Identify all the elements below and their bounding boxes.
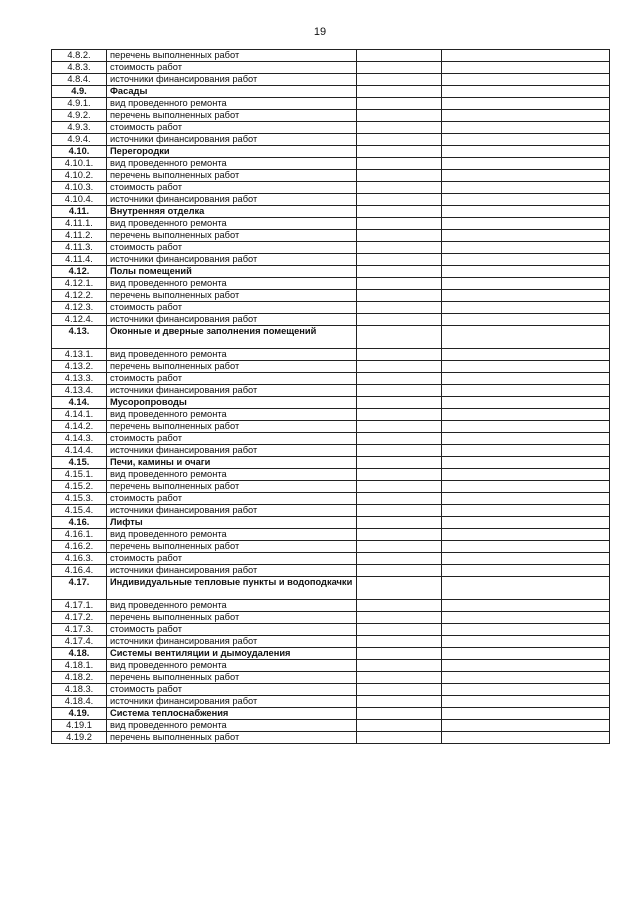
note-cell [442,349,610,361]
note-cell [442,146,610,158]
value-cell [357,206,442,218]
value-cell [357,158,442,170]
table-row [52,565,610,577]
item-label: перечень выполненных работ [107,290,357,302]
section-row [52,517,610,529]
item-label: источники финансирования работ [107,565,357,577]
item-label: стоимость работ [107,373,357,385]
item-number: 4.18.4. [52,696,107,708]
table-row [52,385,610,397]
note-cell [442,122,610,134]
item-number: 4.12.3. [52,302,107,314]
note-cell [442,720,610,732]
value-cell [357,86,442,98]
table-row [52,302,610,314]
item-label: источники финансирования работ [107,254,357,266]
section-title: Печи, камины и очаги [107,457,357,469]
note-cell [442,242,610,254]
item-label: источники финансирования работ [107,445,357,457]
section-row [52,457,610,469]
note-cell [442,493,610,505]
note-cell [442,577,610,600]
note-cell [442,361,610,373]
value-cell [357,98,442,110]
table-row [52,696,610,708]
item-number: 4.19.2 [52,732,107,744]
note-cell [442,230,610,242]
item-number: 4.18.2. [52,672,107,684]
section-row [52,326,610,349]
item-number: 4.13.2. [52,361,107,373]
item-label: вид проведенного ремонта [107,98,357,110]
table-row [52,134,610,146]
table-row [52,469,610,481]
item-number: 4.18.3. [52,684,107,696]
note-cell [442,612,610,624]
note-cell [442,373,610,385]
item-label: вид проведенного ремонта [107,409,357,421]
note-cell [442,86,610,98]
item-label: источники финансирования работ [107,74,357,86]
value-cell [357,696,442,708]
value-cell [357,385,442,397]
item-label: перечень выполненных работ [107,672,357,684]
item-number: 4.18. [52,648,107,660]
table-body [52,50,610,744]
value-cell [357,302,442,314]
note-cell [442,505,610,517]
table-row [52,349,610,361]
table-row [52,600,610,612]
value-cell [357,278,442,290]
note-cell [442,170,610,182]
repair-info-table [51,49,610,744]
note-cell [442,254,610,266]
value-cell [357,314,442,326]
section-row [52,266,610,278]
table-row [52,529,610,541]
value-cell [357,182,442,194]
note-cell [442,541,610,553]
table-row [52,409,610,421]
note-cell [442,266,610,278]
table-row [52,98,610,110]
value-cell [357,170,442,182]
table-row [52,612,610,624]
item-number: 4.15.1. [52,469,107,481]
item-number: 4.16. [52,517,107,529]
table-row [52,278,610,290]
note-cell [442,50,610,62]
value-cell [357,445,442,457]
value-cell [357,373,442,385]
item-label: источники финансирования работ [107,134,357,146]
note-cell [442,326,610,349]
value-cell [357,636,442,648]
value-cell [357,242,442,254]
table-row [52,62,610,74]
value-cell [357,397,442,409]
value-cell [357,433,442,445]
item-number: 4.8.4. [52,74,107,86]
table-row [52,636,610,648]
item-label: перечень выполненных работ [107,421,357,433]
value-cell [357,660,442,672]
item-label: вид проведенного ремонта [107,469,357,481]
value-cell [357,326,442,349]
value-cell [357,577,442,600]
item-number: 4.15.4. [52,505,107,517]
table-row [52,553,610,565]
item-label: перечень выполненных работ [107,541,357,553]
item-number: 4.9. [52,86,107,98]
note-cell [442,732,610,744]
table-row [52,493,610,505]
item-label: вид проведенного ремонта [107,349,357,361]
item-label: перечень выполненных работ [107,110,357,122]
table-row [52,421,610,433]
section-row [52,648,610,660]
item-label: перечень выполненных работ [107,732,357,744]
note-cell [442,194,610,206]
value-cell [357,553,442,565]
item-label: стоимость работ [107,684,357,696]
table-row [52,373,610,385]
section-row [52,206,610,218]
value-cell [357,624,442,636]
item-label: перечень выполненных работ [107,612,357,624]
value-cell [357,409,442,421]
item-label: вид проведенного ремонта [107,529,357,541]
item-number: 4.8.3. [52,62,107,74]
item-number: 4.11. [52,206,107,218]
item-label: стоимость работ [107,433,357,445]
section-row [52,577,610,600]
item-number: 4.11.4. [52,254,107,266]
note-cell [442,409,610,421]
note-cell [442,302,610,314]
item-label: вид проведенного ремонта [107,278,357,290]
item-number: 4.16.1. [52,529,107,541]
note-cell [442,457,610,469]
item-number: 4.13.4. [52,385,107,397]
value-cell [357,230,442,242]
table-row [52,732,610,744]
note-cell [442,397,610,409]
page-number: 19 [313,26,327,38]
section-title: Системы вентиляции и дымоудаления [107,648,357,660]
table-row [52,314,610,326]
value-cell [357,481,442,493]
item-number: 4.14.4. [52,445,107,457]
item-number: 4.10.1. [52,158,107,170]
table-row [52,194,610,206]
item-number: 4.9.1. [52,98,107,110]
section-title: Оконные и дверные заполнения помещений [107,326,357,349]
note-cell [442,600,610,612]
table-row [52,720,610,732]
section-title: Внутренняя отделка [107,206,357,218]
value-cell [357,290,442,302]
value-cell [357,421,442,433]
section-title: Индивидуальные тепловые пункты и водоподкачки [107,577,357,600]
note-cell [442,696,610,708]
item-number: 4.9.2. [52,110,107,122]
item-number: 4.12.4. [52,314,107,326]
item-label: перечень выполненных работ [107,481,357,493]
value-cell [357,146,442,158]
item-number: 4.17.1. [52,600,107,612]
item-number: 4.12. [52,266,107,278]
item-number: 4.17.4. [52,636,107,648]
item-number: 4.12.1. [52,278,107,290]
note-cell [442,684,610,696]
value-cell [357,62,442,74]
section-title: Мусоропроводы [107,397,357,409]
value-cell [357,74,442,86]
note-cell [442,134,610,146]
table-row [52,481,610,493]
section-title: Перегородки [107,146,357,158]
section-title: Полы помещений [107,266,357,278]
table-row [52,218,610,230]
item-label: стоимость работ [107,182,357,194]
note-cell [442,290,610,302]
table-row [52,433,610,445]
item-number: 4.19.1 [52,720,107,732]
table-row [52,361,610,373]
item-number: 4.17. [52,577,107,600]
item-label: источники финансирования работ [107,696,357,708]
item-label: источники финансирования работ [107,636,357,648]
item-label: перечень выполненных работ [107,50,357,62]
item-number: 4.9.4. [52,134,107,146]
item-number: 4.13.1. [52,349,107,361]
note-cell [442,708,610,720]
item-number: 4.9.3. [52,122,107,134]
note-cell [442,421,610,433]
section-title: Система теплоснабжения [107,708,357,720]
value-cell [357,110,442,122]
note-cell [442,433,610,445]
item-label: источники финансирования работ [107,505,357,517]
item-number: 4.18.1. [52,660,107,672]
table-row [52,170,610,182]
note-cell [442,158,610,170]
item-number: 4.14.1. [52,409,107,421]
value-cell [357,529,442,541]
table-row [52,254,610,266]
item-label: вид проведенного ремонта [107,158,357,170]
table-row [52,541,610,553]
item-label: стоимость работ [107,553,357,565]
item-number: 4.13.3. [52,373,107,385]
table-row [52,182,610,194]
item-number: 4.13. [52,326,107,349]
value-cell [357,612,442,624]
table-row [52,242,610,254]
section-row [52,146,610,158]
note-cell [442,529,610,541]
value-cell [357,349,442,361]
note-cell [442,553,610,565]
table-row [52,230,610,242]
item-number: 4.16.4. [52,565,107,577]
item-label: вид проведенного ремонта [107,720,357,732]
item-label: вид проведенного ремонта [107,660,357,672]
table-row [52,122,610,134]
item-number: 4.11.1. [52,218,107,230]
item-label: стоимость работ [107,624,357,636]
item-number: 4.16.3. [52,553,107,565]
item-label: перечень выполненных работ [107,170,357,182]
table-row [52,505,610,517]
value-cell [357,648,442,660]
note-cell [442,660,610,672]
section-row [52,708,610,720]
note-cell [442,98,610,110]
value-cell [357,254,442,266]
item-number: 4.10.2. [52,170,107,182]
note-cell [442,182,610,194]
item-number: 4.14.2. [52,421,107,433]
note-cell [442,624,610,636]
value-cell [357,720,442,732]
item-number: 4.15.2. [52,481,107,493]
item-number: 4.10.3. [52,182,107,194]
item-number: 4.15. [52,457,107,469]
note-cell [442,110,610,122]
note-cell [442,62,610,74]
note-cell [442,314,610,326]
item-number: 4.10.4. [52,194,107,206]
value-cell [357,505,442,517]
item-label: стоимость работ [107,302,357,314]
table-row [52,158,610,170]
table-row [52,74,610,86]
note-cell [442,481,610,493]
item-label: перечень выполненных работ [107,230,357,242]
item-label: стоимость работ [107,242,357,254]
item-label: источники финансирования работ [107,314,357,326]
note-cell [442,74,610,86]
note-cell [442,636,610,648]
item-number: 4.14. [52,397,107,409]
item-label: вид проведенного ремонта [107,218,357,230]
value-cell [357,122,442,134]
value-cell [357,565,442,577]
item-label: вид проведенного ремонта [107,600,357,612]
value-cell [357,732,442,744]
note-cell [442,385,610,397]
item-label: источники финансирования работ [107,385,357,397]
item-number: 4.17.3. [52,624,107,636]
value-cell [357,672,442,684]
item-number: 4.15.3. [52,493,107,505]
note-cell [442,469,610,481]
value-cell [357,457,442,469]
note-cell [442,278,610,290]
item-number: 4.17.2. [52,612,107,624]
table-row [52,445,610,457]
table-row [52,110,610,122]
item-label: стоимость работ [107,122,357,134]
note-cell [442,517,610,529]
table-row [52,50,610,62]
item-number: 4.14.3. [52,433,107,445]
table-row [52,290,610,302]
value-cell [357,708,442,720]
section-title: Фасады [107,86,357,98]
value-cell [357,134,442,146]
item-number: 4.10. [52,146,107,158]
table-row [52,660,610,672]
item-label: стоимость работ [107,62,357,74]
item-label: стоимость работ [107,493,357,505]
note-cell [442,565,610,577]
value-cell [357,600,442,612]
section-title: Лифты [107,517,357,529]
item-number: 4.8.2. [52,50,107,62]
value-cell [357,541,442,553]
value-cell [357,469,442,481]
value-cell [357,684,442,696]
note-cell [442,648,610,660]
item-label: источники финансирования работ [107,194,357,206]
value-cell [357,266,442,278]
value-cell [357,194,442,206]
note-cell [442,218,610,230]
table-row [52,684,610,696]
section-row [52,86,610,98]
table-row [52,672,610,684]
note-cell [442,445,610,457]
item-number: 4.16.2. [52,541,107,553]
value-cell [357,218,442,230]
value-cell [357,50,442,62]
item-number: 4.19. [52,708,107,720]
item-label: перечень выполненных работ [107,361,357,373]
item-number: 4.12.2. [52,290,107,302]
section-row [52,397,610,409]
note-cell [442,672,610,684]
value-cell [357,361,442,373]
table-row [52,624,610,636]
item-number: 4.11.3. [52,242,107,254]
note-cell [442,206,610,218]
item-number: 4.11.2. [52,230,107,242]
value-cell [357,517,442,529]
value-cell [357,493,442,505]
